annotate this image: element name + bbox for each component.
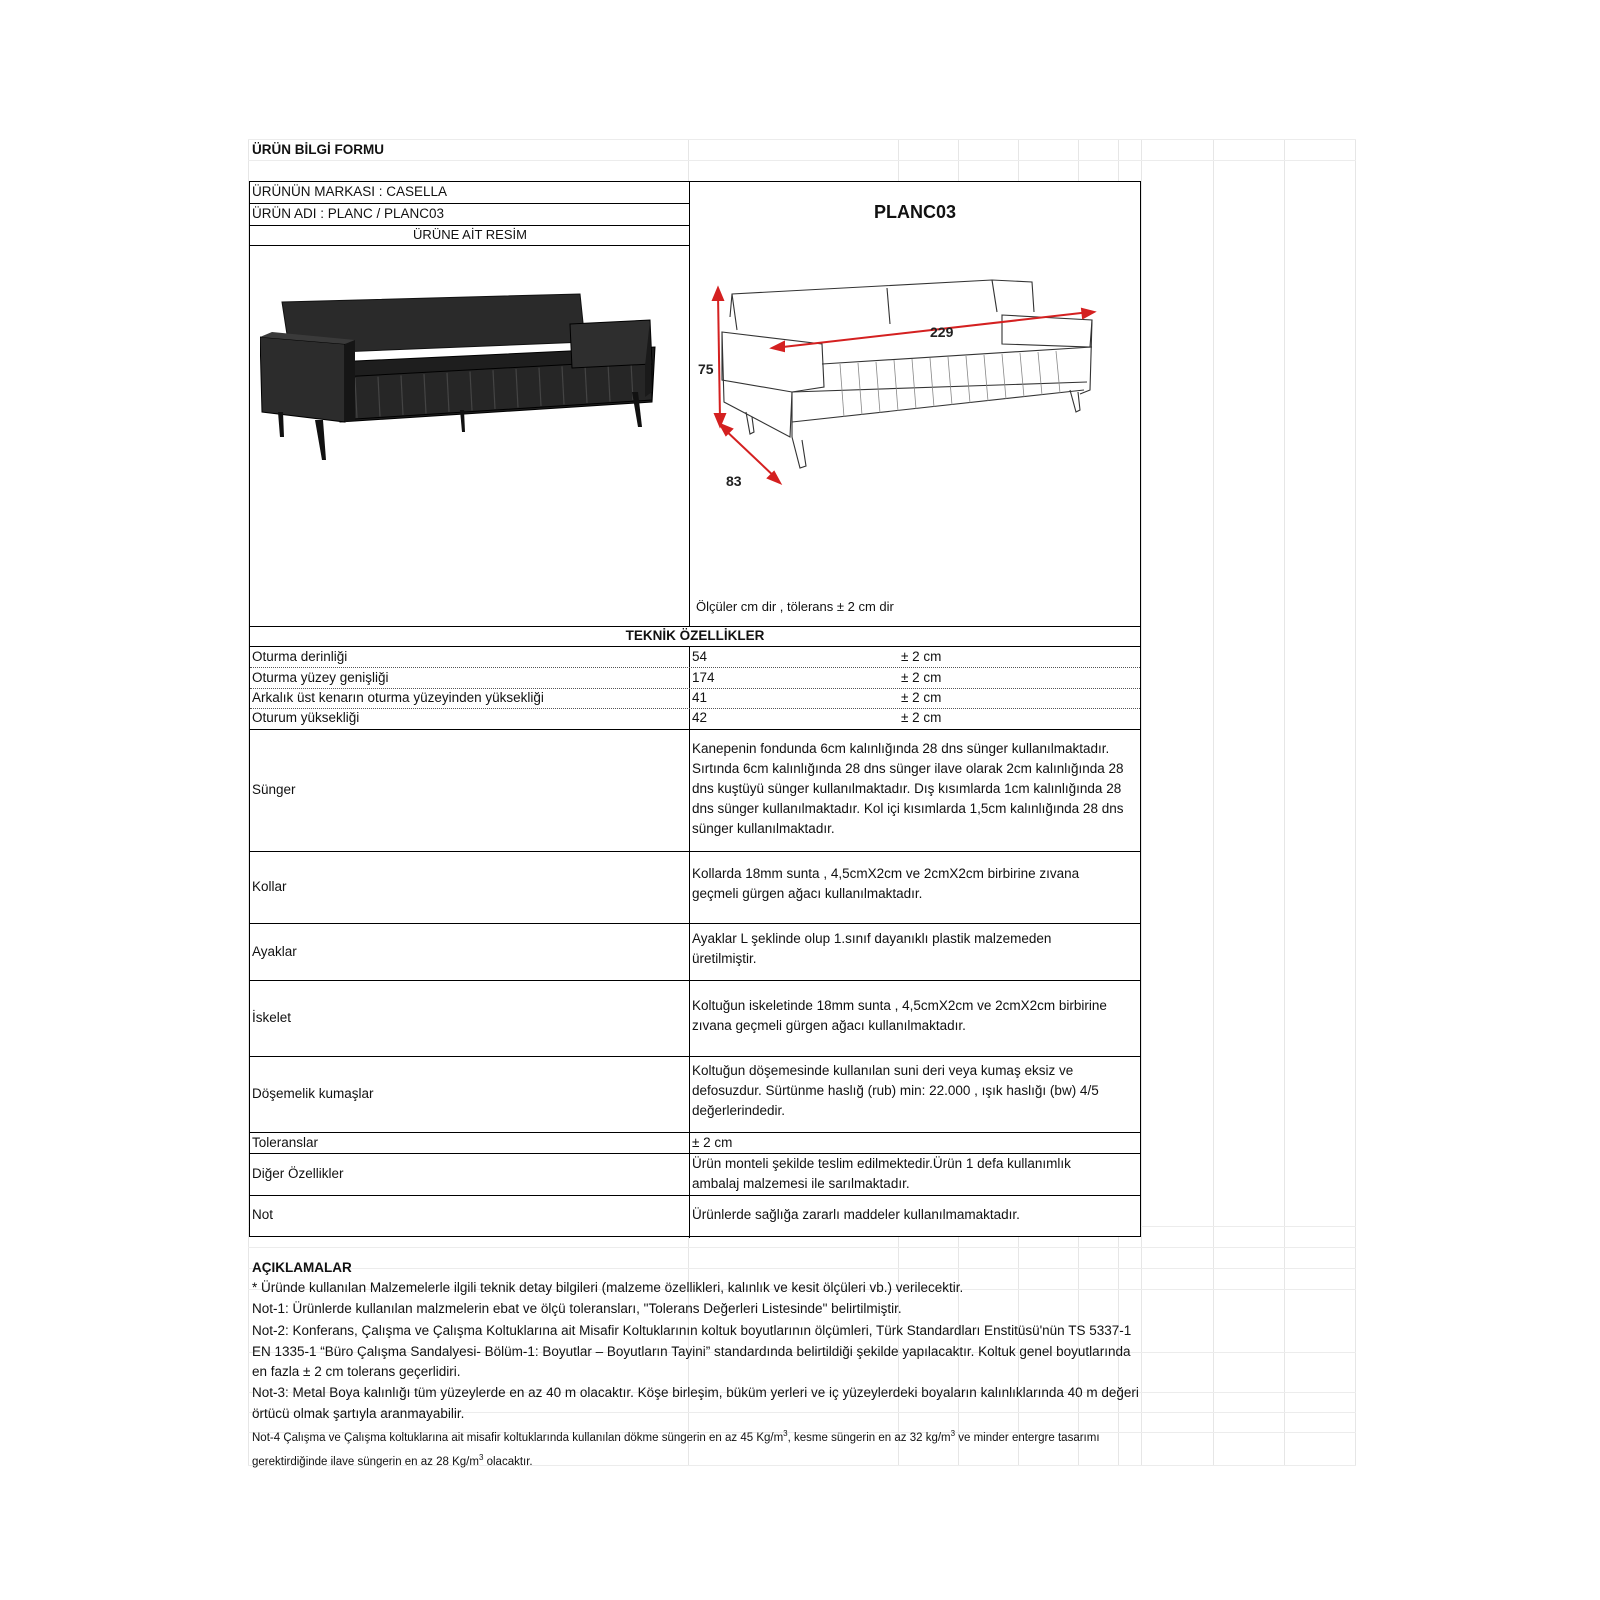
note-2: Not-2: Konferans, Çalışma ve Çalışma Koltuklarına ait Misafir Koltuklarının koltuk boyutlarının ölçümleri, Türk Standardları Enstitüsü'nün TS 5337-1 EN 1335-1 “Büro Çalışma Sandalyesi- Bölüm-1: Boyutlar – Boyutların Tayini” standardında belirtildiği şekilde yapılacaktır. Koltuk genel boyutlarında en fazla ± 2 cm tolerans geçerlidiri. — [252, 1323, 1132, 1379]
notes-heading: AÇIKLAMALAR — [252, 1260, 352, 1275]
measure-tolerance: ± 2 cm — [901, 710, 942, 725]
technical-heading: TEKNİK ÖZELLİKLER — [625, 628, 765, 643]
form-title: ÜRÜN BİLGİ FORMU — [252, 142, 384, 157]
detail-label: Sünger — [252, 782, 296, 797]
image-caption: ÜRÜNE AİT RESİM — [413, 227, 527, 242]
detail-text: Ürünlerde sağlığa zararlı maddeler kullanılmamaktadır. — [692, 1207, 1020, 1222]
height-dimension-label: 75 — [698, 361, 714, 377]
detail-label: İskelet — [252, 1010, 292, 1025]
detail-text: Kanepenin fondunda 6cm kalınlığında 28 dns sünger kullanılmaktadır. Sırtında 6cm kalınlığında 28 dns sünger ilave olarak 2cm kalınlığında 28 dns kuştüyü sünger kullanılmaktadır. Dış kısımlarda 1cm kalınlığında 28 dns sünger kullanılmaktadır. Kol içi kısımlarda 1,5cm kalınlığında 28 dns sünger kullanılmaktadır. — [692, 741, 1124, 836]
measure-tolerance: ± 2 cm — [901, 649, 942, 664]
brand-line: ÜRÜNÜN MARKASI : CASELLA — [252, 184, 448, 199]
detail-text: Koltuğun iskeletinde 18mm sunta , 4,5cmX2cm ve 2cmX2cm birbirine zıvana geçmeli gürgen ağacı kullanılmaktadır. — [692, 998, 1107, 1033]
detail-text: ± 2 cm — [692, 1135, 733, 1150]
width-dimension-label: 229 — [930, 324, 954, 340]
detail-text: Ürün monteli şekilde teslim edilmektedir.Ürün 1 defa kullanımlık ambalaj malzemesi ile sarılmaktadır. — [692, 1156, 1071, 1191]
measure-label: Oturum yüksekliği — [252, 710, 360, 725]
detail-label: Kollar — [252, 879, 287, 894]
depth-dimension-label: 83 — [726, 473, 742, 489]
detail-label: Diğer Özellikler — [252, 1166, 344, 1181]
measure-value: 42 — [692, 710, 708, 725]
measure-value: 174 — [692, 670, 715, 685]
measure-value: 54 — [692, 649, 708, 664]
product-name-line: ÜRÜN ADI : PLANC / PLANC03 — [252, 206, 445, 221]
note-1: Not-1: Ürünlerde kullanılan malzmelerin ebat ve ölçü toleransları, "Tolerans Değerleri Listesinde" belirtilmiştir. — [252, 1301, 902, 1316]
note-3: Not-3: Metal Boya kalınlığı tüm yüzeylerde en az 40 m olacaktır. Köşe birleşim, büküm yerleri ve iç yüzeylerdeki boyaların kalınlıklarında 40 m değeri örtücü olmak şartıyla aranmayabilir. — [252, 1385, 1139, 1421]
sofa-dimension-drawing — [692, 272, 1140, 602]
detail-label: Ayaklar — [252, 944, 297, 959]
model-code: PLANC03 — [873, 202, 957, 222]
measure-label: Arkalık üst kenarın oturma yüzeyinden yüksekliği — [252, 690, 544, 705]
dimension-note: Ölçüler cm dir , tölerans ± 2 cm dir — [696, 599, 894, 614]
detail-text: Ayaklar L şeklinde olup 1.sınıf dayanıklı plastik malzemeden üretilmiştir. — [692, 931, 1052, 966]
detail-text: Koltuğun döşemesinde kullanılan suni deri veya kumaş eksiz ve defosuzdur. Sürtünme haslığ (rub) min: 22.000 , ışık haslığı (bw) 4/5 değerlerindedir. — [692, 1063, 1099, 1118]
detail-label: Toleranslar — [252, 1135, 319, 1150]
sofa-photo — [260, 292, 680, 552]
measure-value: 41 — [692, 690, 708, 705]
measure-label: Oturma yüzey genişliği — [252, 670, 389, 685]
measure-label: Oturma derinliği — [252, 649, 348, 664]
detail-text: Kollarda 18mm sunta , 4,5cmX2cm ve 2cmX2cm birbirine zıvana geçmeli gürgen ağacı kullanılmaktadır. — [692, 866, 1080, 901]
note-4: Not-4 Çalışma ve Çalışma koltuklarına ait misafir koltuklarında kullanılan dökme süngerin en az 45 $Kg/m^3$, kesme süngerin en az 32 $kg/m^3$ ve minder entergre tasarımı gerektirdiğinde ilave süngerin en az 28 $Kg/m^3$ olacaktır. — [252, 1429, 1100, 1468]
measure-tolerance: ± 2 cm — [901, 670, 942, 685]
detail-label: Döşemelik kumaşlar — [252, 1086, 374, 1101]
product-sheet — [249, 181, 1141, 1237]
detail-label: Not — [252, 1207, 274, 1222]
measure-tolerance: ± 2 cm — [901, 690, 942, 705]
note-star: * Üründe kullanılan Malzemelerle ilgili teknik detay bilgileri (malzeme özellikleri, kalınlık ve kesit ölçüleri vb.) verilecektir. — [252, 1280, 964, 1295]
